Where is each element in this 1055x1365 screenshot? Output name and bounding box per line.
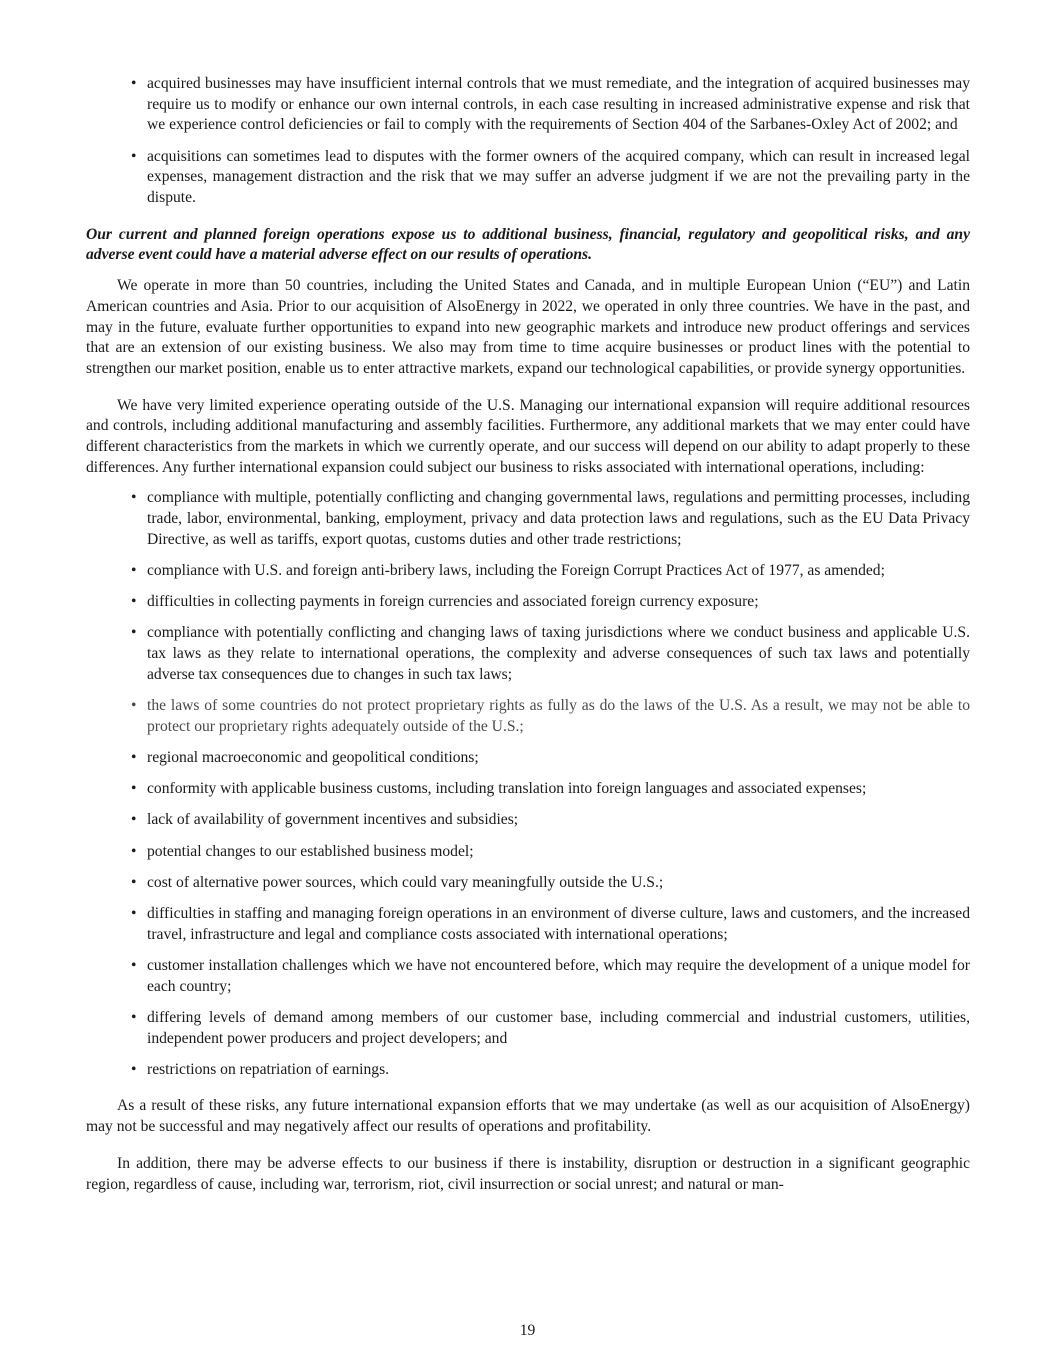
list-item (86, 842, 970, 863)
list-item-text: acquired businesses may have insufficient internal controls that we must remediate, and the integration of acquired businesses may require us to modify or enhance our own internal controls, in each case resulting in increased administrative expense and risk that we experience control deficiencies or fail to comply with the requirements of Section 404 of the Sarbanes-Oxley Act of 2002; and (147, 75, 970, 134)
list-item (86, 623, 970, 685)
list-item (86, 904, 970, 945)
bullet-icon: • (131, 697, 137, 715)
list-item (86, 873, 970, 894)
list-item (86, 779, 970, 800)
spacer (86, 380, 970, 396)
bullet-icon: • (131, 905, 137, 922)
list-item-text: regional macroeconomic and geopolitical conditions; (147, 748, 479, 766)
bullet-icon: • (131, 873, 137, 891)
bullet-icon: • (131, 1060, 137, 1078)
list-item (86, 561, 970, 582)
list-item-text: differing levels of demand among members of our customer base, including commercial and industrial customers, utilities, independent power producers and project developers; and (147, 1008, 970, 1047)
bullet-icon: • (131, 624, 137, 642)
list-item (86, 488, 970, 550)
bullet-icon: • (131, 811, 137, 829)
paragraph-in-addition: In addition, there may be adverse effects to our business if there is instability, disruption or destruction in a significant geographic region, regardless of cause, including war, terrorism, riot, civil insurrection or social unrest; and natural or man- (86, 1154, 970, 1193)
list-item (86, 1008, 970, 1049)
spacer (86, 478, 970, 488)
bullet-icon: • (131, 842, 137, 860)
list-item (86, 74, 970, 136)
list-item (86, 1060, 970, 1081)
list-item-text: compliance with potentially conflicting and changing laws of taxing jurisdictions where we conduct business and applicable U.S. tax laws as they relate to international operations, the complexity and adverse consequences of such tax laws and potentially adverse tax consequences due to changes in such tax laws; (147, 624, 970, 683)
section-heading: Our current and planned foreign operations expose us to additional business, financial, regulatory and geopolitical risks, and any adverse event could have a material adverse effect on our results of operations. (86, 225, 970, 264)
list-item-text: lack of availability of government incentives and subsidies; (147, 811, 519, 829)
spacer (86, 1138, 970, 1154)
list-item (86, 696, 970, 737)
list-item-text: difficulties in collecting payments in foreign currencies and associated foreign currency exposure; (147, 593, 759, 611)
list-item (86, 810, 970, 831)
paragraph-limited-experience: We have very limited experience operating outside of the U.S. Managing our international expansion will require additional resources and controls, including additional manufacturing and assembly facilities. Furthermore, any additional markets that we may enter could have different characteristics from the markets in which we currently operate, and our success will depend on our ability to adapt properly to these differences. Any further international expansion could subject our business to risks associated with international operations, including: (86, 396, 970, 476)
list-item (86, 592, 970, 613)
list-item-text: potential changes to our established business model; (147, 842, 474, 860)
list-item-text: cost of alternative power sources, which could vary meaningfully outside the U.S.; (147, 873, 664, 891)
bullet-icon: • (131, 75, 137, 92)
acquisition-risk-list (86, 74, 970, 209)
list-item (86, 147, 970, 209)
spacer (86, 209, 970, 225)
bullet-icon: • (131, 147, 137, 165)
bullet-icon: • (131, 489, 137, 507)
list-item-text: restrictions on repatriation of earnings. (147, 1060, 390, 1078)
document-page (86, 74, 970, 1195)
bullet-icon: • (131, 748, 137, 766)
paragraph-operations: We operate in more than 50 countries, including the United States and Canada, and in multiple European Union (“EU”) and Latin American countries and Asia. Prior to our acquisition of AlsoEnergy in 2022, we operated in only three countries. We have in the past, and may in the future, evaluate further opportunities to expand into new geographic markets and introduce new product offerings and services that are an extension of our existing business. We also may from time to time acquire businesses or product lines with the potential to strengthen our market position, enable us to enter attractive markets, expand our technological capabilities, or provide synergy opportunities. (86, 277, 970, 377)
spacer (86, 266, 970, 276)
spacer (86, 1080, 970, 1096)
bullet-icon: • (131, 1008, 137, 1026)
list-item-text: conformity with applicable business customs, including translation into foreign languages and associated expenses; (147, 780, 867, 798)
bullet-icon: • (131, 956, 137, 974)
list-item-text: the laws of some countries do not protect proprietary rights as fully as do the laws of the U.S. As a result, we may not be able to protect our proprietary rights adequately outside of the U.S.; (147, 697, 970, 735)
page-number: 19 (519, 1322, 536, 1339)
paragraph-result-of-risks: As a result of these risks, any future international expansion efforts that we may undertake (as well as our acquisition of AlsoEnergy) may not be successful and may negatively affect our results of operations and profitability. (86, 1097, 970, 1136)
bullet-icon: • (131, 780, 137, 798)
list-item-text: difficulties in staffing and managing foreign operations in an environment of diverse culture, laws and customers, and the increased travel, infrastructure and legal and compliance costs associated with international operations; (147, 905, 970, 943)
list-item-text: compliance with U.S. and foreign anti-bribery laws, including the Foreign Corrupt Practices Act of 1977, as amended; (147, 562, 885, 580)
list-item-text: acquisitions can sometimes lead to disputes with the former owners of the acquired company, which can result in increased legal expenses, management distraction and the risk that we may suffer an adverse judgment if we are not the prevailing party in the dispute. (147, 147, 970, 207)
bullet-icon: • (131, 593, 137, 611)
bullet-icon: • (131, 562, 137, 580)
international-risk-list (86, 488, 970, 1080)
list-item (86, 956, 970, 997)
list-item-text: compliance with multiple, potentially conflicting and changing governmental laws, regulations and permitting processes, including trade, labor, environmental, banking, employment, privacy and data protection laws and regulations, such as the EU Data Privacy Directive, as well as tariffs, export quotas, customs duties and other trade restrictions; (147, 489, 970, 548)
list-item-text: customer installation challenges which we have not encountered before, which may require the development of a unique model for each country; (147, 956, 970, 995)
list-item (86, 748, 970, 769)
